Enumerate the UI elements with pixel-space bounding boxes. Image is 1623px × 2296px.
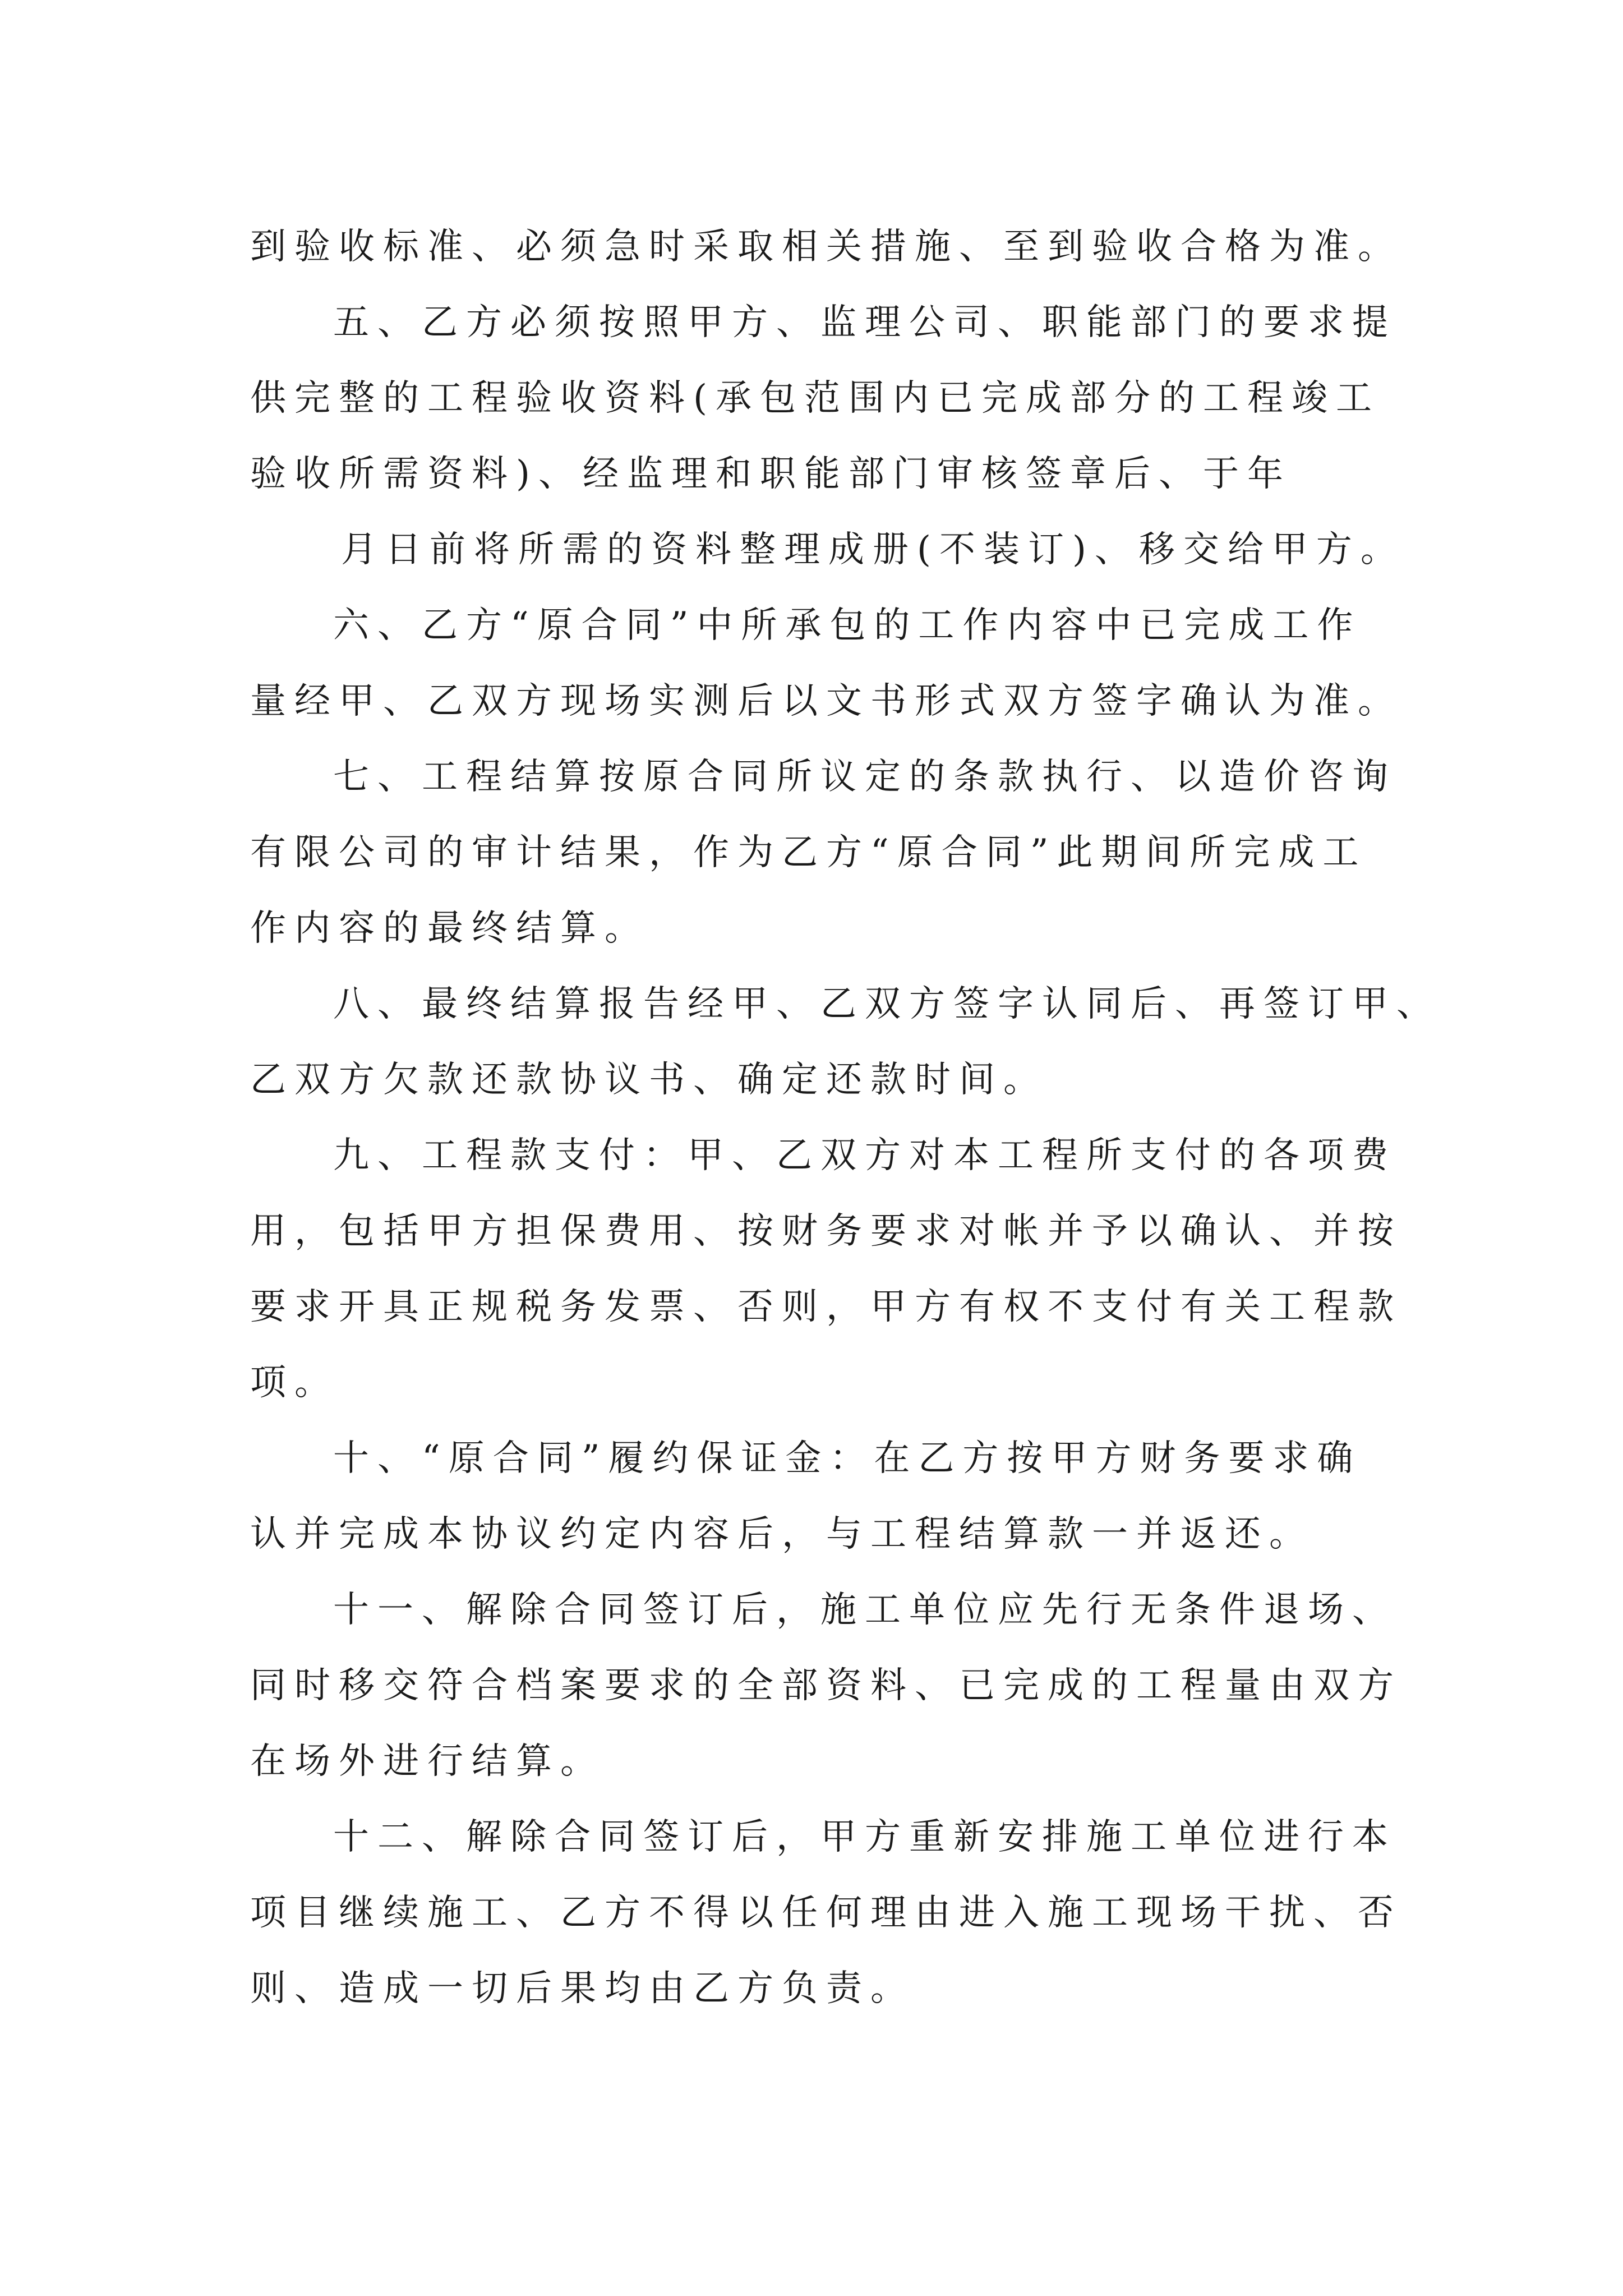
text-line: 乙双方欠款还款协议书、确定还款时间。 [250,1059,1048,1101]
text-line: 认并完成本协议约定内容后，与工程结算款一并返还。 [250,1513,1313,1555]
clause-10-line: 十、“原合同”履约保证金：在乙方按甲方财务要求确 [333,1438,1362,1479]
text-line: 在场外进行结算。 [250,1741,605,1782]
text-line: 量经甲、乙双方现场实测后以文书形式双方签字确认为准。 [250,680,1402,722]
clause-8-line: 八、最终结算报告经甲、乙双方签字认同后、再签订甲、 [333,983,1441,1025]
clause-9-line: 九、工程款支付：甲、乙双方对本工程所支付的各项费 [333,1135,1396,1176]
text-line: 作内容的最终结算。 [250,908,649,949]
text-line: 验收所需资料)、经监理和职能部门审核签章后、于年 [250,453,1292,495]
clause-5-line: 五、乙方必须按照甲方、监理公司、职能部门的要求提 [333,302,1396,343]
text-line: 同时移交符合档案要求的全部资料、已完成的工程量由双方 [250,1665,1402,1706]
clause-12-line: 十二、解除合同签订后，甲方重新安排施工单位进行本 [333,1816,1396,1858]
text-line: 项目继续施工、乙方不得以任何理由进入施工现场干扰、否 [250,1892,1402,1934]
clause-7-line: 七、工程结算按原合同所议定的条款执行、以造价咨询 [333,756,1396,798]
text-line: 有限公司的审计结果，作为乙方“原合同”此期间所完成工 [250,832,1367,873]
text-line: 到验收标准、必须急时采取相关措施、至到验收合格为准。 [250,226,1402,268]
clause-6-line: 六、乙方“原合同”中所承包的工作内容中已完成工作 [333,605,1362,646]
text-line: 用，包括甲方担保费用、按财务要求对帐并予以确认、并按 [250,1211,1402,1252]
clause-11-line: 十一、解除合同签订后，施工单位应先行无条件退场、 [333,1589,1396,1631]
text-line: 月日前将所需的资料整理成册(不装订)、移交给甲方。 [341,529,1405,570]
text-line: 则、造成一切后果均由乙方负责。 [250,1968,915,2009]
text-line: 供完整的工程验收资料(承包范围内已完成部分的工程竣工 [250,378,1380,419]
text-line: 要求开具正规税务发票、否则，甲方有权不支付有关工程款 [250,1286,1402,1328]
text-line: 项。 [250,1362,339,1404]
